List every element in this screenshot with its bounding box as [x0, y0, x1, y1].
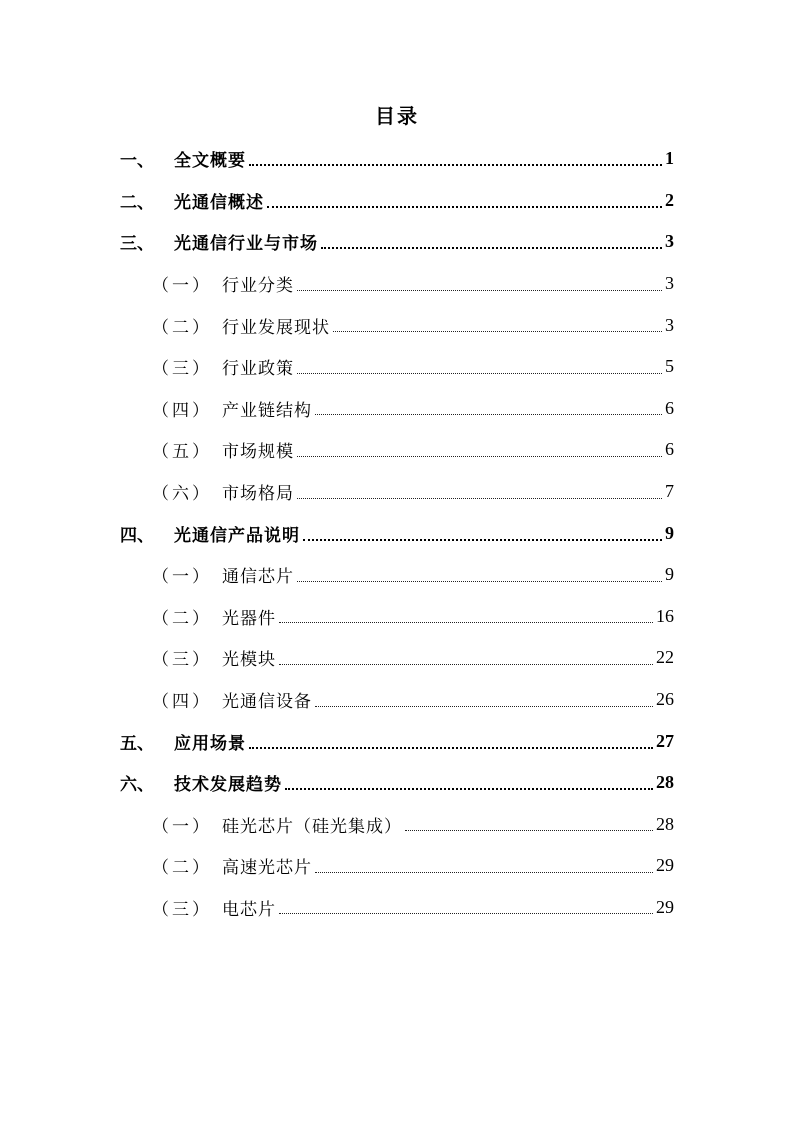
toc-entry-title: 市场规模 — [222, 442, 294, 463]
toc-page-number: 1 — [665, 148, 674, 169]
toc-dot-leader — [405, 829, 653, 831]
toc-entry-title: 光模块 — [222, 650, 276, 671]
toc-dot-leader — [297, 580, 662, 582]
toc-section-entry[interactable] — [120, 429, 674, 471]
toc-entry-number: （三） — [152, 899, 212, 920]
toc-chapter-entry[interactable] — [120, 138, 674, 180]
toc-entry-number: 一、 — [120, 151, 154, 172]
toc-section-entry[interactable] — [120, 388, 674, 430]
toc-dot-leader — [297, 497, 662, 499]
toc-dot-leader — [279, 621, 653, 623]
toc-dot-leader — [267, 205, 662, 208]
toc-page-number: 22 — [656, 647, 674, 668]
toc-entry-title: 应用场景 — [174, 733, 246, 754]
toc-section-entry[interactable] — [120, 845, 674, 887]
toc-page-number: 29 — [656, 855, 674, 876]
toc-entry-number: （一） — [152, 816, 212, 837]
toc-list — [120, 138, 674, 928]
toc-chapter-entry[interactable] — [120, 762, 674, 804]
toc-entry-number: 五、 — [120, 733, 154, 754]
toc-chapter-entry[interactable] — [120, 221, 674, 263]
toc-section-entry[interactable] — [120, 679, 674, 721]
toc-section-entry[interactable] — [120, 263, 674, 305]
toc-entry-number: （四） — [152, 400, 212, 421]
toc-entry-number: （三） — [152, 359, 212, 380]
toc-page-number: 9 — [665, 522, 674, 543]
toc-entry-title: 产业链结构 — [222, 400, 312, 421]
toc-section-entry[interactable] — [120, 346, 674, 388]
toc-entry-number: （四） — [152, 692, 212, 713]
toc-entry-title: 光通信概述 — [174, 192, 264, 213]
toc-entry-title: 硅光芯片（硅光集成） — [222, 816, 402, 837]
toc-section-entry[interactable] — [120, 554, 674, 596]
toc-dot-leader — [297, 455, 662, 457]
toc-entry-title: 光通信设备 — [222, 692, 312, 713]
toc-entry-number: 四、 — [120, 525, 154, 546]
toc-entry-title: 市场格局 — [222, 484, 294, 505]
toc-dot-leader — [279, 912, 653, 914]
toc-entry-number: （五） — [152, 442, 212, 463]
toc-page-number: 27 — [656, 730, 674, 751]
toc-section-entry[interactable] — [120, 637, 674, 679]
toc-dot-leader — [333, 330, 662, 332]
toc-entry-title: 电芯片 — [222, 899, 276, 920]
toc-entry-title: 光通信产品说明 — [174, 525, 300, 546]
toc-entry-number: （一） — [152, 567, 212, 588]
toc-section-entry[interactable] — [120, 304, 674, 346]
toc-entry-number: （二） — [152, 858, 212, 879]
toc-entry-number: （二） — [152, 608, 212, 629]
toc-entry-title: 行业政策 — [222, 359, 294, 380]
toc-page-number: 3 — [665, 314, 674, 335]
toc-dot-leader — [315, 705, 653, 707]
toc-title: 目录 — [375, 104, 419, 128]
toc-page-number: 5 — [665, 356, 674, 377]
toc-entry-number: （二） — [152, 317, 212, 338]
toc-dot-leader — [303, 538, 662, 541]
toc-page-number: 3 — [665, 231, 674, 252]
toc-page-number: 28 — [656, 813, 674, 834]
toc-page-number: 9 — [665, 564, 674, 585]
toc-page-number: 6 — [665, 439, 674, 460]
toc-page-number: 6 — [665, 397, 674, 418]
toc-dot-leader — [297, 289, 662, 291]
toc-section-entry[interactable] — [120, 596, 674, 638]
toc-entry-number: （六） — [152, 484, 212, 505]
toc-page-number: 2 — [665, 189, 674, 210]
toc-entry-number: 六、 — [120, 775, 154, 796]
toc-entry-title: 光器件 — [222, 608, 276, 629]
toc-entry-title: 技术发展趋势 — [174, 775, 282, 796]
toc-entry-title: 行业发展现状 — [222, 317, 330, 338]
toc-section-entry[interactable] — [120, 887, 674, 929]
toc-page-number: 3 — [665, 273, 674, 294]
toc-page-number: 29 — [656, 896, 674, 917]
toc-entry-number: 二、 — [120, 192, 154, 213]
toc-chapter-entry[interactable] — [120, 180, 674, 222]
toc-dot-leader — [321, 246, 662, 249]
toc-entry-number: （一） — [152, 276, 212, 297]
toc-entry-title: 全文概要 — [174, 151, 246, 172]
toc-section-entry[interactable] — [120, 471, 674, 513]
toc-dot-leader — [315, 413, 662, 415]
toc-dot-leader — [315, 871, 653, 873]
toc-entry-number: （三） — [152, 650, 212, 671]
toc-dot-leader — [249, 163, 662, 166]
toc-page-number: 7 — [665, 481, 674, 502]
toc-dot-leader — [285, 787, 653, 790]
toc-entry-title: 行业分类 — [222, 276, 294, 297]
toc-chapter-entry[interactable] — [120, 720, 674, 762]
toc-page-number: 28 — [656, 772, 674, 793]
toc-dot-leader — [249, 746, 653, 749]
toc-entry-title: 高速光芯片 — [222, 858, 312, 879]
toc-page-number: 16 — [656, 605, 674, 626]
toc-dot-leader — [279, 663, 653, 665]
toc-page-number: 26 — [656, 689, 674, 710]
toc-dot-leader — [297, 372, 662, 374]
toc-entry-title: 通信芯片 — [222, 567, 294, 588]
toc-section-entry[interactable] — [120, 804, 674, 846]
toc-entry-title: 光通信行业与市场 — [174, 234, 318, 255]
toc-chapter-entry[interactable] — [120, 512, 674, 554]
toc-entry-number: 三、 — [120, 234, 154, 255]
